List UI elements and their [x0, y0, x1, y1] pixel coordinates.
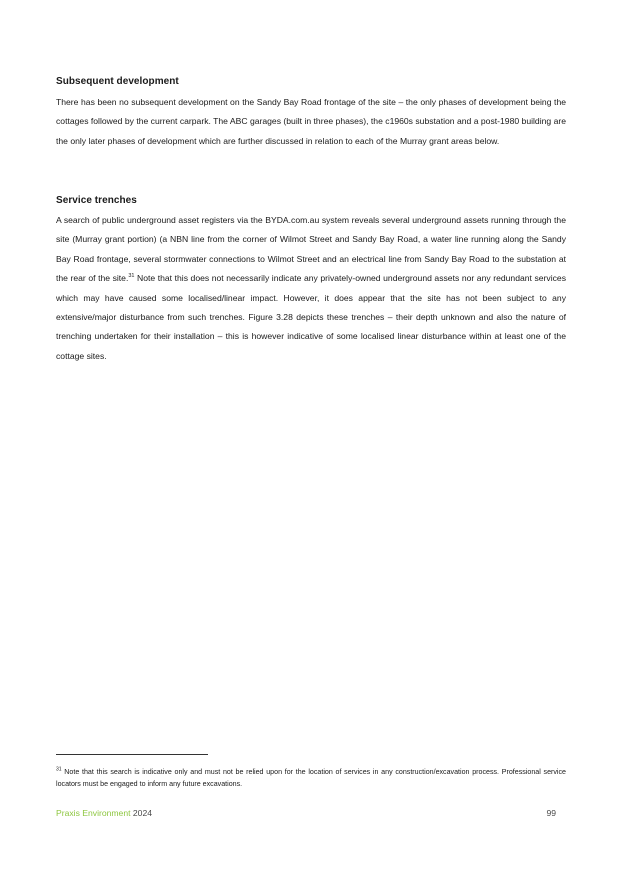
footer-brand: Praxis Environment	[56, 808, 131, 818]
heading-subsequent-development: Subsequent development	[56, 76, 179, 87]
footer-year: 2024	[130, 808, 153, 818]
paragraph-service-trenches-part2: Note that this does not necessarily indicate any privately-owned underground assets nor any redundant services which may have caused some localised/linear impact. However, it does appear that the site has not been subject to any extensive/major disturbance from such trenches. Figure 3.28 depicts these trenches – their depth unknown and also the nature of trenching undertaken for their installation – this is however indicative of some localised linear disturbance within at least one of the cottage sites.	[56, 273, 567, 361]
paragraph-service-trenches-part1: A search of public underground asset registers via the BYDA.com.au system reveals several underground assets running through the site (Murray grant portion) (a NBN line from the corner of Wilmot Street and Sandy Bay Road, a water line running along the Sandy Bay Road frontage, several stormwater connections to Wilmot Street and an electrical line from Sandy Bay Road to the substation at the rear of the site.	[56, 215, 566, 284]
paragraph-service-trenches	[56, 211, 566, 366]
footnote-divider	[56, 754, 208, 755]
footnote	[56, 766, 566, 790]
heading-service-trenches: Service trenches	[56, 195, 137, 206]
footnote-reference[interactable]: 31	[128, 273, 135, 280]
paragraph-subsequent-development: There has been no subsequent development on the Sandy Bay Road frontage of the site – the only phases of development being the cottages followed by the current carpark. The ABC garages (built in three phases), the c1960s substation and a post-1980 building are the only later phases of development which are further discussed in relation to each of the Murray grant areas below.	[56, 97, 566, 146]
page-number: 99	[546, 808, 556, 818]
footnote-number: 31	[56, 766, 62, 773]
footnote-text: Note that this search is indicative only and must not be relied upon for the location of services in any construction/excavation process. Professional service locators must be engaged to inform any future excavations.	[56, 768, 566, 789]
footer-brand-line	[56, 808, 152, 818]
